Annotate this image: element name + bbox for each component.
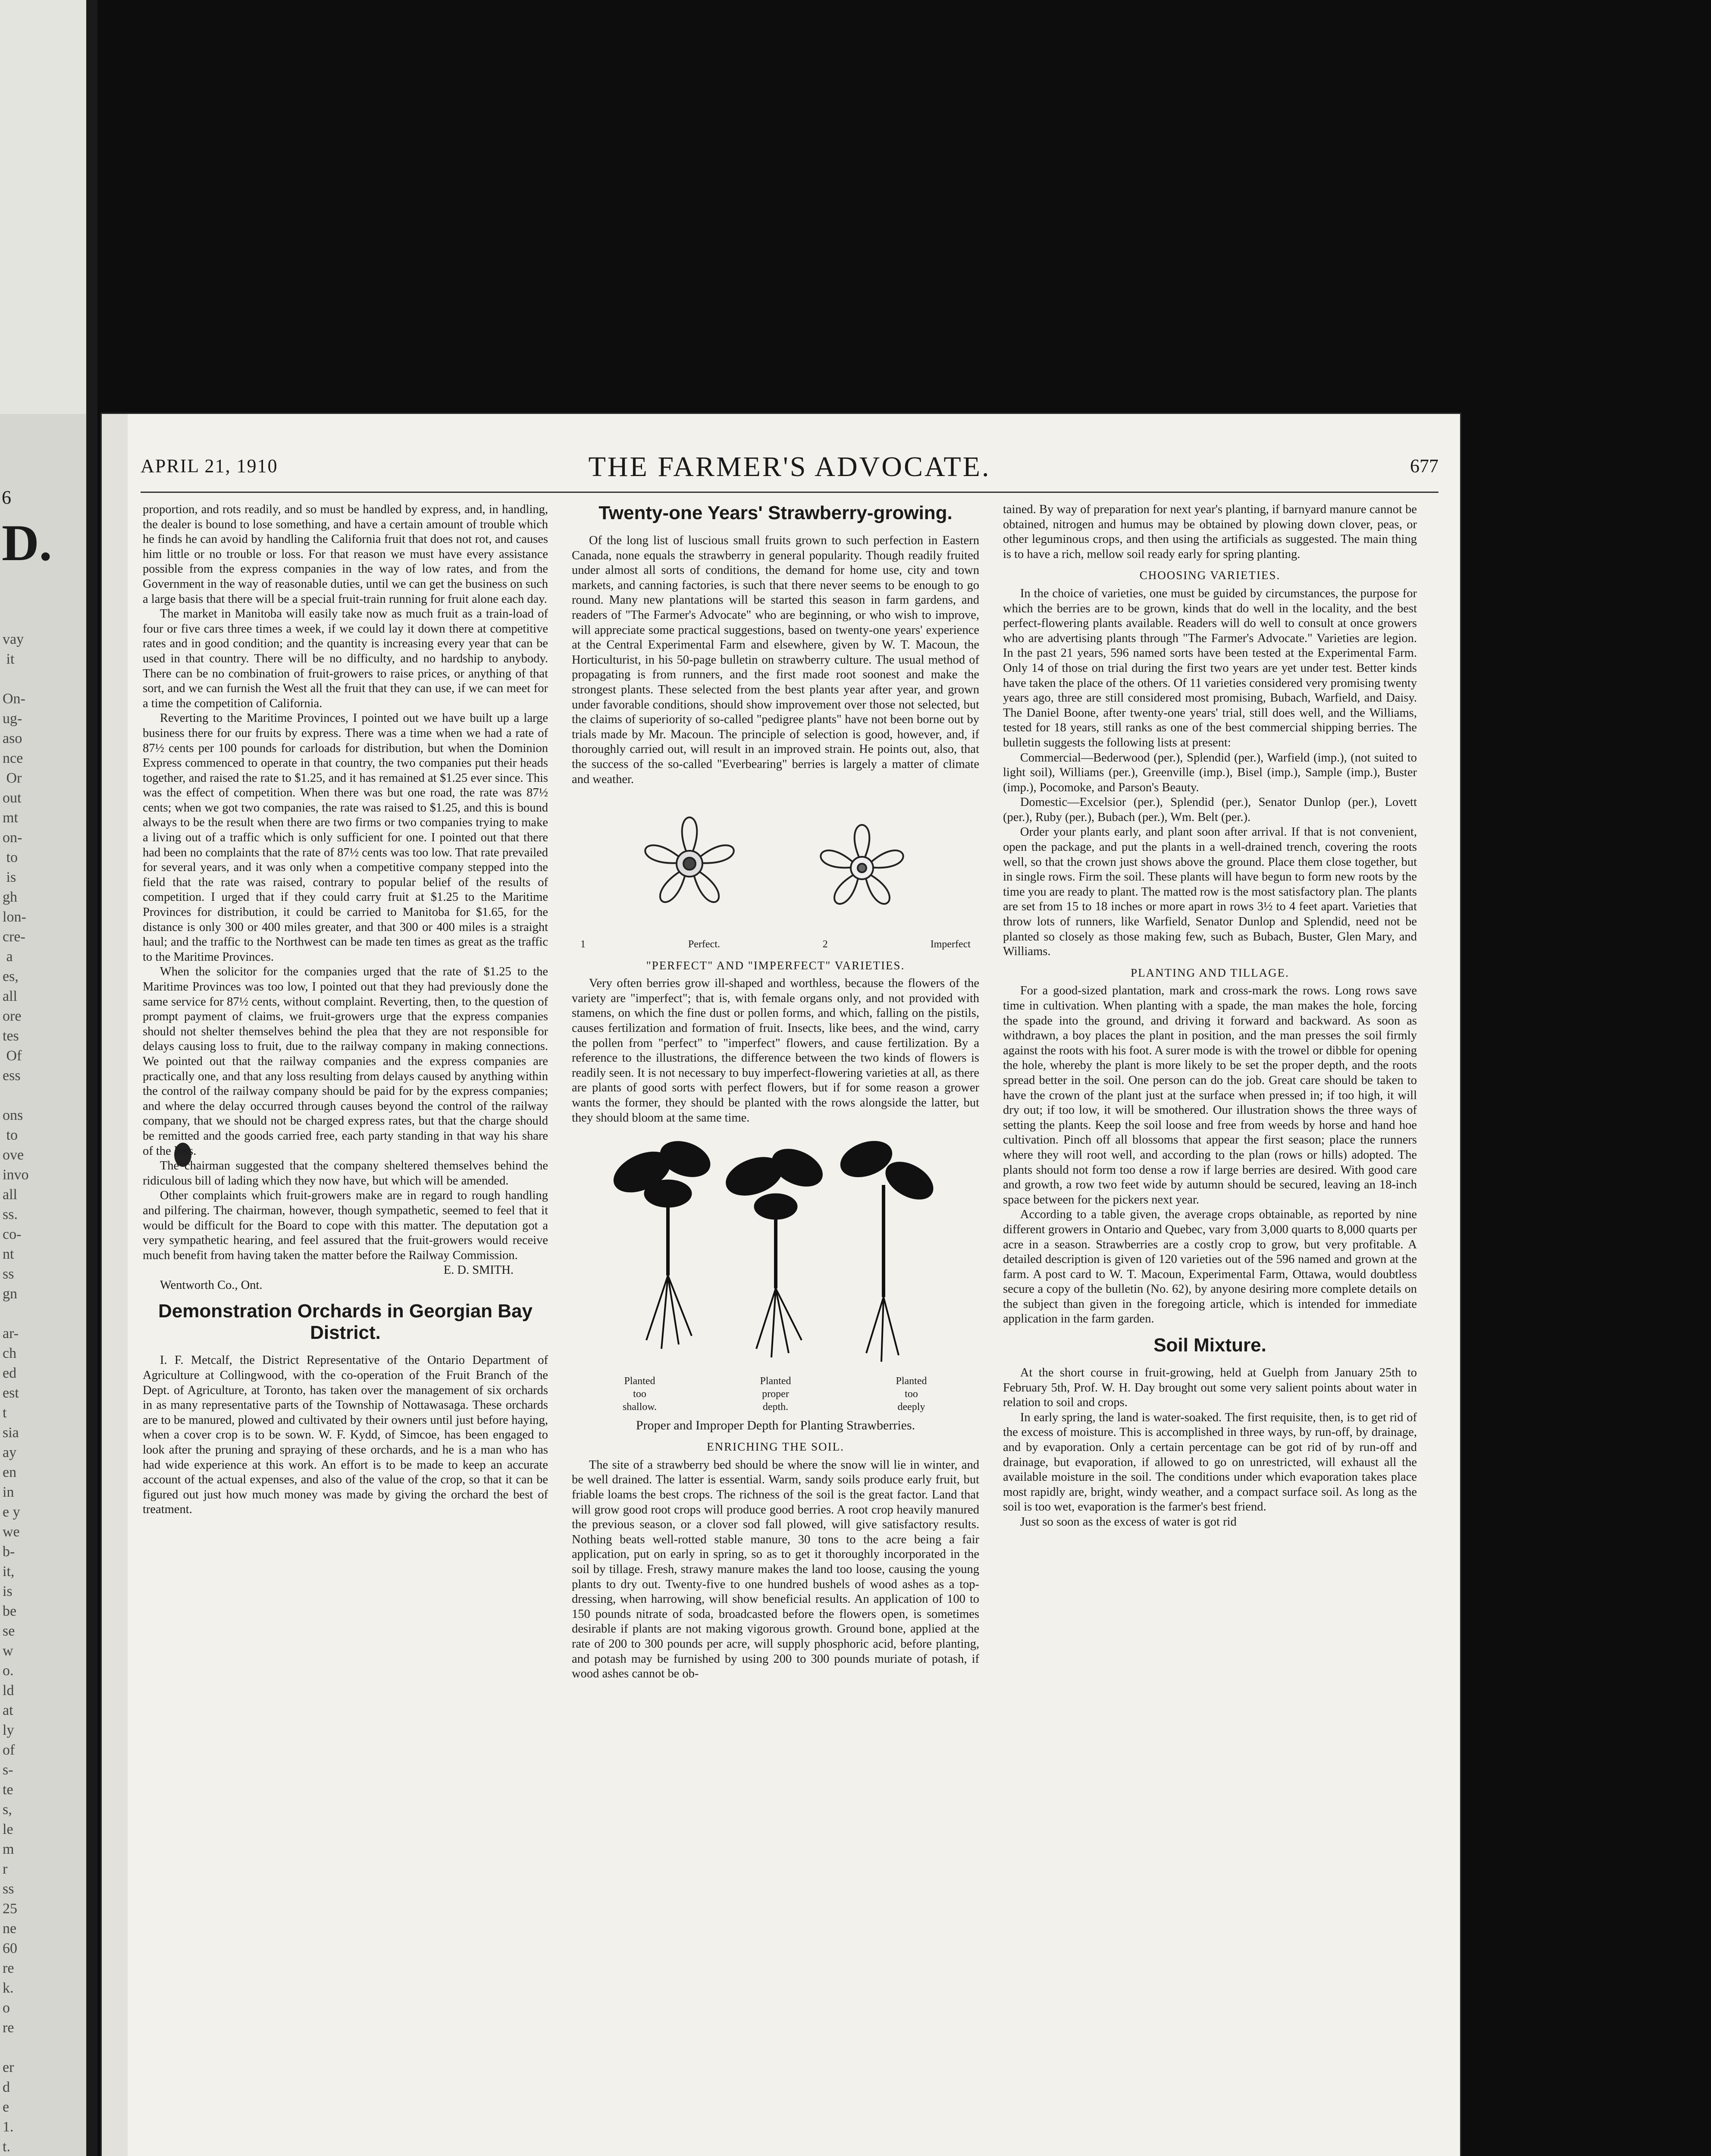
flower-label-number-2: 2 [822, 939, 828, 950]
col3-paragraph: In early spring, the land is water-soaked. The first requisite, then, is to get rid of the excess of moisture. This is accomplished in three ways, by run-off, by drainage, and by evaporation. Only a certain percentage can be got rid of by run-off and drainage, but evaporation, if allowed to go on unrestricted, will exhaust all the available moisture in the soil. The conditions under which evaporation takes place most rapidly are, bright, windy weather, and a compact surface soil. As long as the soil is too wet, evaporation is the farmer's best friend. [1003, 1410, 1417, 1514]
header-page-number: 677 [1410, 455, 1438, 476]
flower-labels [572, 937, 979, 952]
flower-illustration [572, 795, 979, 952]
col2-paragraph: Very often berries grow ill-shaped and worthless, because the flowers of the variety are "imperfect"; that is, with female organs only, and not provided with stamens, on which the fine dust or pollen forms, and which, falling on the pistils, causes fertilization and formation of fruit. Insects, like bees, and the wind, carry the pollen from "perfect" to "imperfect" flowers, and cause fertilization. By a reference to the illustrations, the difference between the two kinds of flowers is readily seen. It is not necessary to buy imperfect-flowering varieties at all, as there are plants of good sorts with perfect flowers, but if for some reason a grower wants the former, they should be planted with the rows alongside the latter, but they should bloom at the same time. [572, 977, 979, 1125]
imperfect-flower-icon [818, 825, 905, 907]
col2-paragraph: The site of a strawberry bed should be where the snow will lie in winter, and be well drained. The latter is essential. Warm, sandy soils produce early fruit, but friable loams the best crops. The richness of the soil is the great factor. Land that will grow good root crops will produce good berries. A root crop heavily manured the previous season, or a clover sod fall plowed, will give satisfactory results. Nothing beats well-rotted stable manure, 30 tons to the acre being a fair application, put on early in spring, so as to get it thoroughly incorporated in the soil by tillage. Fresh, strawy manure makes the land too loose, causing the young plants to dry out. Twenty-five to one hundred bushels of wood ashes as a top-dressing, when harrowing, will show beneficial results. An application of 100 to 150 pounds nitrate of soda, broadcasted before the flowers open, is sometimes desirable if plants are not making vigorous growth. Ground bone, applied at the rate of 200 to 300 pounds per acre, will supply phosphoric acid, before planting, and potash may be furnished by using 200 to 300 pounds muriate of potash, if wood ashes cannot be ob- [572, 1458, 979, 1681]
plant-labels [572, 1375, 979, 1413]
col2-paragraph: Of the long list of luscious small fruits grown to such perfection in Eastern Canada, none equals the strawberry in general popularity. Though readily fruited under almost all sorts of conditions, the demand for home use, city and town markets, and canning factories, is such that there never seems to be enough to go round. Many new plantations will be started this season in farm gardens, and readers of "The Farmer's Advocate" who are beginning, or who wish to improve, will appreciate some practical suggestions, based on twenty-one years' experience at the Central Experimental Farm and elsewhere, given by W. T. Macoun, the Horticulturist, in his 50-page bulletin on strawberry culture. The usual method of propagating is from runners, and the first made root soonest and make the strongest plants. These selected from the best plants year after year, and grown under favorable conditions, should show improvement over those not selected, but the claims of superiority of so-called "pedigree plants" have not been borne out by trials made by Mr. Macoun. The principle of selection is good, however, and, if thoroughly carried out, will result in an improved strain. He points out, also, that the success of the so-called "Everbearing" berries is largely a matter of climate and weather. [572, 534, 979, 786]
col1-paragraph: The market in Manitoba will easily take now as much fruit as a train-load of four or five cars three times a week, if we could lay it down there at competitive rates and in good condition; and the quantity is increasing every year that can be used in that country. There will be no difficulty, and no hardship to anybody. There can be no combination of fruit-growers to raise prices, or anything of that sort, and we can furnish the West all the fruit that they can use, if we can meet for a time the competition of California. [143, 607, 548, 710]
col1-paragraph: Reverting to the Maritime Provinces, I pointed out we have built up a large business there for our fruits by express. There was a time when we had a rate of 87½ cents per 100 pounds for carloads for distribution, but when the Dominion Express commenced to operate in that country, the two companies put their heads together, and raised the rate to $1.25, and it has remained at $1.25 ever since. This was the effect of competition. When there was but one road, the rate was 87½ cents; when we got two companies, the rate was raised to $1.25, and this is bound always to be the result when there are two firms or two companies trying to make a living out of a traffic which is only sufficient for one. I pointed out that there had been no complaints that the rate of 87½ cents was too low. That rate prevailed for several years, and it was only when a competitive company stepped into the field that the rate was raised, contrary to popular belief of the results of competition. I urged that if they could carry fruit at $1.25 to the Maritime Provinces for distribution, it could be carried to Manitoba for $1.65, for the distance is only 300 or 400 miles greater, and that 300 or 400 miles is a straight haul; and the traffic to the Northwest can be made ten times as great as the traffic to the Maritime Provinces. [143, 711, 548, 964]
article-place: Wentworth Co., Ont. [160, 1278, 263, 1292]
subhead-planting-tillage: PLANTING AND TILLAGE. [1131, 966, 1289, 979]
left-page-fragment [0, 0, 86, 2156]
col3-paragraph: For a good-sized plantation, mark and cross-mark the rows. Long rows save time in cultivation. When planting with a spade, the man makes the hole, forcing the spade into the ground, and driving it forward and backward. As soon as withdrawn, a boy places the plant in position, and the man presses the soil firmly against the roots with his foot. A surer mode is with the trowel or dibble for opening the hole, whereby the plant is more likely to be set the proper depth, and the roots spread better in the soil. One person can do the job. Great care should be taken to have the crown of the plant just at the surface when pressed in; if too high, it will dry out; if too low, it will be smothered. Our illustration shows the three ways of setting the plants. Keep the soil loose and free from weeds by horse and hand hoe cultivation. Pinch off all blossoms that appear the first season; place the runners where they will root well, and according to the plan (rows or hills) adopted. The plants should not form too dense a row if large berries are desired. With good care and growth, a row two feet wide by autumn should be secured, leaving an 18-inch space between for the pickers next year. [1003, 984, 1417, 1206]
subhead-enriching-soil: ENRICHING THE SOIL. [707, 1440, 844, 1454]
subhead-choosing-varieties: CHOOSING VARIETIES. [1139, 569, 1281, 582]
col3-paragraph: Just so soon as the excess of water is got rid [1020, 1515, 1237, 1529]
plant-proper-icon [721, 1142, 828, 1358]
headline-soil-mixture: Soil Mixture. [1153, 1335, 1266, 1356]
header-title: THE FARMER'S ADVOCATE. [588, 451, 991, 483]
figure-caption-planting-depth: Proper and Improper Depth for Planting Strawberries. [636, 1418, 915, 1433]
left-fragment-char-1: 6 [2, 487, 11, 508]
col3-paragraph: According to a table given, the average crops obtainable, as reported by nine different growers in Ontario and Quebec, vary from 3,000 quarts to 8,000 quarts per acre in a season. Strawberries are a costly crop to grow, but very profitable. A detailed description is given of 120 varieties out of the 596 named and grown at the farm. A post card to W. T. Macoun, Experimental Farm, Ottawa, would doubtless secure a copy of the bulletin (No. 62), by anyone desiring more complete details on the subject than given in the foregoing article, which is intended for immediate application in the farm garden. [1003, 1208, 1417, 1326]
left-fragment-text: vay it On- ug- aso nce Or out mt on- to is gh lon- cre- a es, all ore tes Of ess ons to ove invo all ss. co- nt ss gn ar- ch ed est t sia ay en in e y we b- it, is be se w o. ld at ly of s- te s, le m r ss 25 ne 60 re k. o re er d e 1. t. [3, 631, 29, 2155]
plant-label-deep: Planted too deeply [896, 1376, 927, 1413]
headline-strawberry-growing: Twenty-one Years' Strawberry-growing. [599, 502, 953, 523]
left-page-top-area [0, 0, 86, 508]
figure-caption-varieties: "PERFECT" AND "IMPERFECT" VARIETIES. [646, 959, 905, 972]
newspaper-page [102, 414, 1460, 2156]
col1-paragraph: I. F. Metcalf, the District Representative of the Ontario Department of Agriculture at Collingwood, with the co-operation of the Fruit Branch of the Dept. of Agriculture, at Toronto, has taken over the management of six orchards in as many representative parts of the Township of Nottawasaga. These orchards are to be manured, plowed and cultivated by their owners until just before haying, when a cover crop is to be sown. W. F. Kydd, of Simcoe, has been engaged to look after the pruning and spraying of these orchards, and he is a man who has had wide experience at this work. An effort is to be made to keep an accurate account of the actual expenses, and also of the value of the crop, so that it can be figured out just how much money was made by giving the orchard the best of treatment. [143, 1354, 548, 1517]
column-2 [572, 502, 979, 1682]
flower-label-perfect: Perfect. [688, 939, 720, 950]
plant-shallow-icon [607, 1135, 715, 1349]
page-gutter [102, 414, 128, 2156]
plant-label-proper: Planted proper depth. [760, 1376, 791, 1413]
headline-demonstration-orchards: Demonstration Orchards in Georgian Bay District. [158, 1300, 533, 1344]
plant-deep-icon [835, 1134, 939, 1362]
flower-label-number-1: 1 [580, 939, 586, 950]
column-3 [1003, 502, 1417, 1530]
column-1 [143, 502, 548, 1517]
article-signature: E. D. SMITH. [443, 1263, 514, 1277]
header-rule [141, 492, 1438, 493]
binding-gutter [86, 0, 97, 2156]
col3-paragraph: At the short course in fruit-growing, held at Guelph from January 25th to February 5th, Prof. W. H. Day brought out some very salient points about water in relation to soil and crops. [1003, 1366, 1417, 1410]
header-date: APRIL 21, 1910 [141, 455, 278, 476]
col3-paragraph: Order your plants early, and plant soon after arrival. If that is not convenient, open the package, and put the plants in a well-drained trench, covering the roots well, so that the crown just shows above the ground. Place them close together, but in single rows. Firm the soil. These plants will have begun to form new roots by the time you are ready to plant. The matted row is the most satisfactory plan. The plants are set from 15 to 18 inches or more apart in rows 3½ to 4 feet apart. Varieties that throw lots of runners, like Warfield, Senator Dunlop and Splendid, need not be planted so closely as those making few, such as Bubach, Buster, Glen Mary, and Williams. [1003, 825, 1417, 959]
perfect-flower-icon [643, 818, 736, 906]
col1-paragraph: When the solicitor for the companies urged that the rate of $1.25 to the Maritime Provinces was too low, I pointed out that they had previously done the same service for 87½ cents, without complaint. Reverting, then, to the question of prompt payment of claims, we fruit-growers urge that the express companies should not shelter themselves behind the plea that they are not responsible for delays causing loss to fruit, due to the railway company in making connections. We pointed out that the railway companies and the express companies are practically one, and that any loss resulting from delays caused by anything within the control of the railway company should be paid for by the express companies; and where the delay occurred through causes beyond the control of the railway company, that we should not be charged express rates, but that the charge should be remitted and the goods carried free, each party standing in that way his share of the loss. [143, 965, 548, 1158]
left-fragment-char-2: D. [2, 514, 52, 571]
flower-drawings [603, 795, 948, 937]
col1-paragraph: Other complaints which fruit-growers make are in regard to rough handling and pilfering. The chairman, however, though sympathetic, seemed to feel that it would be difficult for the Board to cope with this matter. The deputation got a very sympathetic hearing, and feel assured that the fruit-growers would receive much benefit from having taken the matter before the Railway Commission. [143, 1189, 548, 1262]
plant-label-shallow: Planted too shallow. [622, 1376, 657, 1413]
plant-drawings [599, 1133, 953, 1375]
planting-depth-illustration [572, 1133, 979, 1413]
flower-label-imperfect: Imperfect [930, 939, 971, 950]
col1-paragraph: proportion, and rots readily, and so must be handled by express, and, in handling, the dealer is bound to lose something, and have a certain amount of trouble which he finds he can avoid by handling the California fruit that does not rot, and causes him little or no trouble or loss. For that reason we must have every assistance possible from the express companies in the way of low rates, and from the Government in the way of reasonable duties, until we can get the business on such a large basis that there will be a special fruit-train running for fruit alone each day. [143, 503, 548, 606]
col1-paragraph: The chairman suggested that the company sheltered themselves behind the ridiculous bill of lading which they now have, but which will be amended. [143, 1159, 548, 1188]
page-header [141, 451, 1438, 489]
col3-paragraph: In the choice of varieties, one must be guided by circumstances, the purpose for which the berries are to be grown, kinds that do well in the locality, and the best perfect-flowering plants available. Readers will do well to consult at once growers who are advertising plants through "The Farmer's Advocate." Varieties are legion. In the past 21 years, 596 named sorts have been tested at the Experimental Farm. Only 14 of those on trial during the first two years are yet under test. Better kinds have taken the place of the others. Of 11 varieties considered very promising twenty years ago, three are still considered most promising, Bubach, Warfield, and Daisy. The Daniel Boone, after twenty-one years' trial, still does well, and the Williams, tested for 18 years, still ranks as one of the best commercial shipping berries. The bulletin suggests the following lists at present: [1003, 586, 1417, 749]
col3-paragraph: tained. By way of preparation for next year's planting, if barnyard manure cannot be obtained, nitrogen and humus may be obtained by plowing down clover, peas, or other leguminous crops, and then using the artificials as suggested. The main thing is to have a rich, mellow soil ready early for spring planting. [1003, 503, 1417, 561]
col3-paragraph: Domestic—Excelsior (per.), Splendid (per.), Senator Dunlop (per.), Lovett (per.), Ruby (per.), Bubach (per.), Wm. Belt (per.). [1003, 796, 1417, 824]
col3-paragraph: Commercial—Bederwood (per.), Splendid (per.), Warfield (imp.), (not suited to light soil), Williams (per.), Greenville (imp.), Bisel (imp.), Sample (imp.), Buster (imp.), Pocomoke, and Parson's Beauty. [1003, 751, 1417, 794]
